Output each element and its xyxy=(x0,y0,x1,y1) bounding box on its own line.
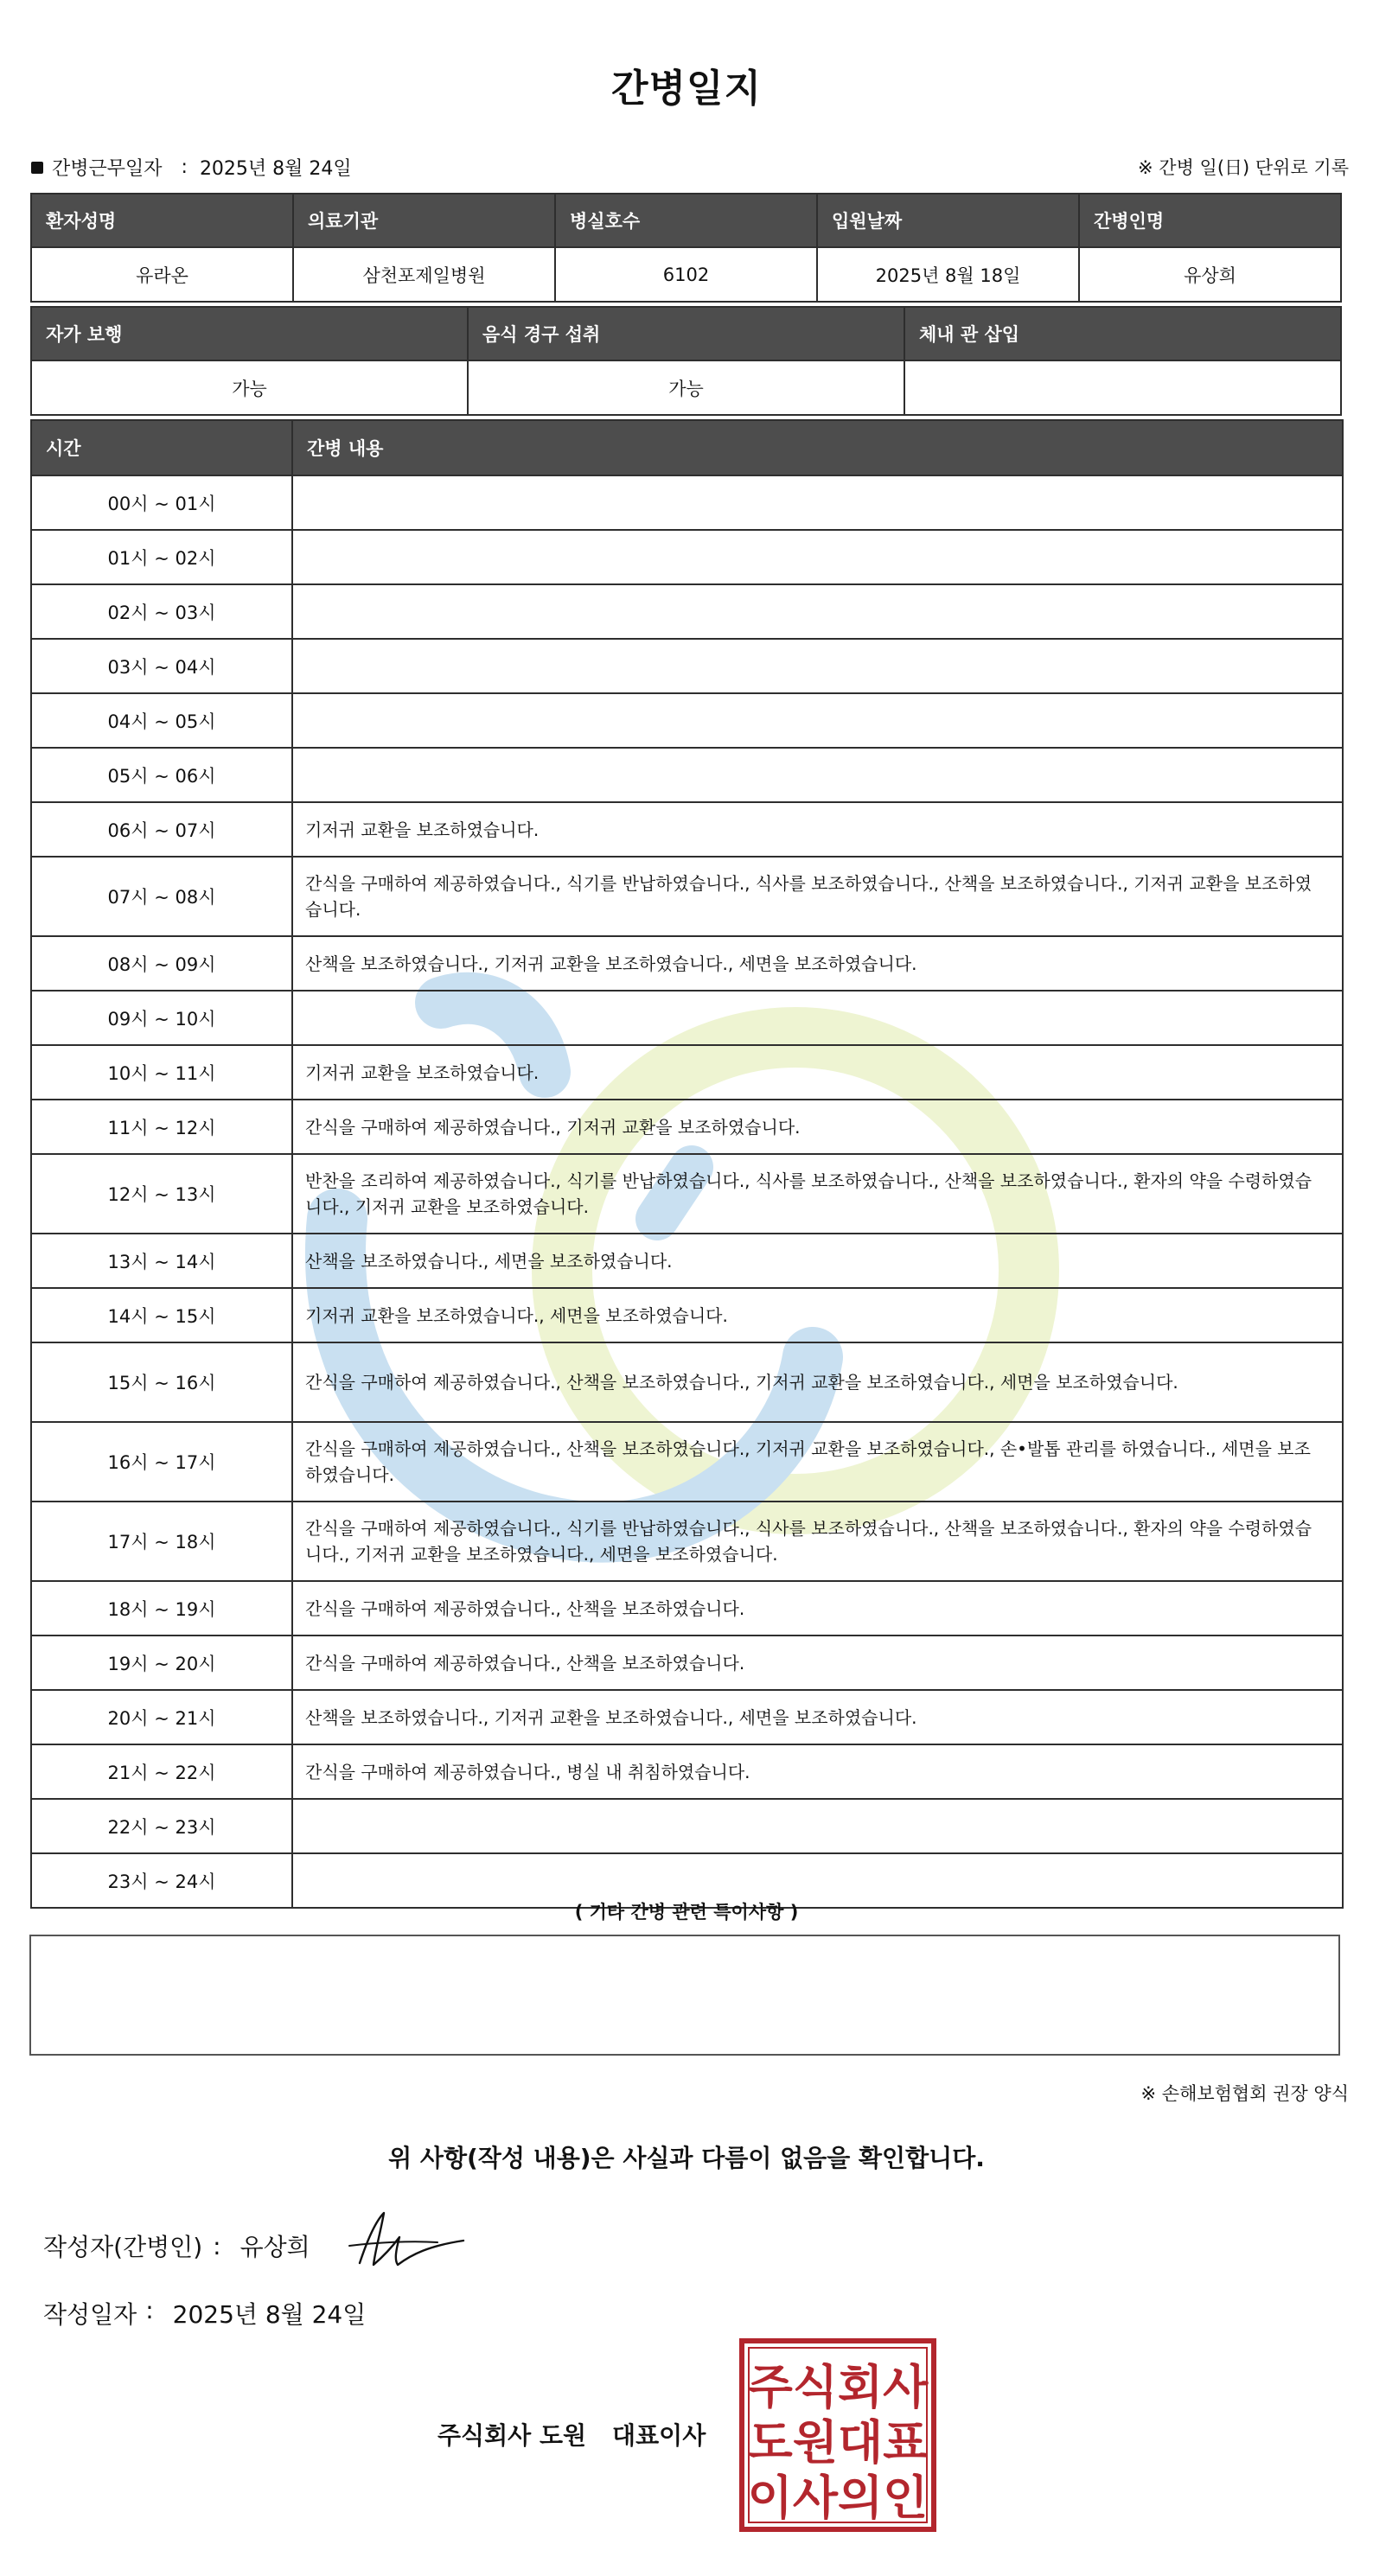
header-tube-insertion: 체내 관 삽입 xyxy=(904,307,1341,360)
table-row xyxy=(31,1744,1343,1799)
written-date-line xyxy=(43,2296,366,2331)
care-content: 산책을 보조하였습니다., 기저귀 교환을 보조하였습니다., 세면을 보조하였습니다. xyxy=(292,1690,1343,1744)
table-row xyxy=(31,1154,1343,1234)
table-row xyxy=(31,1502,1343,1581)
care-content xyxy=(292,639,1343,693)
header-hospital: 의료기관 xyxy=(293,194,555,247)
header-admission-date: 입원날짜 xyxy=(817,194,1079,247)
time-slot: 09시 ~ 10시 xyxy=(31,991,292,1045)
care-content: 기저귀 교환을 보조하였습니다., 세면을 보조하였습니다. xyxy=(292,1288,1343,1342)
hospital-name: 삼천포제일병원 xyxy=(293,247,555,302)
header-patient-name: 환자성명 xyxy=(31,194,293,247)
time-slot: 17시 ~ 18시 xyxy=(31,1502,292,1581)
care-log-table xyxy=(30,419,1344,1909)
work-date-label: 간병근무일자 xyxy=(52,158,163,180)
table-row xyxy=(31,693,1343,748)
table-row xyxy=(31,802,1343,857)
header-care-content: 간병 내용 xyxy=(292,420,1343,475)
company-seal-stamp xyxy=(738,2337,937,2533)
table-row xyxy=(31,639,1343,693)
time-slot: 05시 ~ 06시 xyxy=(31,748,292,802)
svg-text:도원대표: 도원대표 xyxy=(747,2415,929,2470)
time-slot: 19시 ~ 20시 xyxy=(31,1636,292,1690)
time-slot: 04시 ~ 05시 xyxy=(31,693,292,748)
care-content xyxy=(292,584,1343,639)
patient-status-table xyxy=(30,306,1342,416)
written-date-label: 작성일자 xyxy=(43,2300,137,2329)
admission-date: 2025년 8월 18일 xyxy=(817,247,1079,302)
table-row xyxy=(31,1581,1343,1636)
time-slot: 14시 ~ 15시 xyxy=(31,1288,292,1342)
care-content: 기저귀 교환을 보조하였습니다. xyxy=(292,802,1343,857)
header-room-number: 병실호수 xyxy=(555,194,817,247)
patient-name: 유라온 xyxy=(31,247,293,302)
writer-line xyxy=(43,2228,310,2263)
time-slot: 21시 ~ 22시 xyxy=(31,1744,292,1799)
care-content: 간식을 구매하여 제공하였습니다., 산책을 보조하였습니다., 기저귀 교환을 보조하였습니다., 세면을 보조하였습니다. xyxy=(292,1342,1343,1422)
table-row xyxy=(31,1045,1343,1100)
table-row xyxy=(31,1100,1343,1154)
time-slot: 12시 ~ 13시 xyxy=(31,1154,292,1234)
time-slot: 06시 ~ 07시 xyxy=(31,802,292,857)
ceo-title: 대표이사 xyxy=(612,2421,706,2450)
company-name: 주식회사 도원 xyxy=(437,2421,587,2450)
care-content: 반찬을 조리하여 제공하였습니다., 식기를 반납하였습니다., 식사를 보조하였습니다., 산책을 보조하였습니다., 환자의 약을 수령하였습니다., 기저귀 교환을 보조하였습니다. xyxy=(292,1154,1343,1234)
patient-info-table xyxy=(30,193,1342,303)
care-content: 간식을 구매하여 제공하였습니다., 산책을 보조하였습니다., 기저귀 교환을 보조하였습니다., 손•발톱 관리를 하였습니다., 세면을 보조하였습니다. xyxy=(292,1422,1343,1502)
work-date-value: 2025년 8월 24일 xyxy=(199,158,352,180)
time-slot: 03시 ~ 04시 xyxy=(31,639,292,693)
table-row xyxy=(31,1234,1343,1288)
written-date-value: 2025년 8월 24일 xyxy=(172,2300,367,2329)
table-row xyxy=(31,584,1343,639)
time-slot: 23시 ~ 24시 xyxy=(31,1853,292,1908)
table-row xyxy=(31,475,1343,530)
care-log-body xyxy=(31,475,1343,1908)
table-row xyxy=(31,748,1343,802)
time-slot: 13시 ~ 14시 xyxy=(31,1234,292,1288)
confirmation-statement: 위 사항(작성 내용)은 사실과 다름이 없음을 확인합니다. xyxy=(388,2144,985,2172)
page-title: 간병일지 xyxy=(610,67,762,111)
care-content xyxy=(292,991,1343,1045)
care-content: 산책을 보조하였습니다., 세면을 보조하였습니다. xyxy=(292,1234,1343,1288)
time-slot: 07시 ~ 08시 xyxy=(31,857,292,936)
time-slot: 15시 ~ 16시 xyxy=(31,1342,292,1422)
header-oral-intake: 음식 경구 섭취 xyxy=(468,307,904,360)
time-slot: 16시 ~ 17시 xyxy=(31,1422,292,1502)
bullet-square-icon xyxy=(31,162,43,174)
table-row xyxy=(31,1636,1343,1690)
walking-status: 가능 xyxy=(31,360,468,415)
handwritten-signature xyxy=(342,2203,472,2280)
table-row xyxy=(31,991,1343,1045)
table-row xyxy=(31,936,1343,991)
care-content: 간식을 구매하여 제공하였습니다., 식기를 반납하였습니다., 식사를 보조하였습니다., 산책을 보조하였습니다., 환자의 약을 수령하였습니다., 기저귀 교환을 보조하였습니다., 세면을 보조하였습니다. xyxy=(292,1502,1343,1581)
written-date-separator: : xyxy=(145,2296,154,2324)
notes-title: ( 기타 간병 관련 특이사항 ) xyxy=(574,1902,799,1922)
care-content xyxy=(292,693,1343,748)
care-content xyxy=(292,748,1343,802)
writer-separator: : xyxy=(213,2231,221,2260)
oral-intake-status: 가능 xyxy=(468,360,904,415)
table-row xyxy=(31,1799,1343,1853)
table-row xyxy=(31,1422,1343,1502)
table-row xyxy=(31,530,1343,584)
work-date-line xyxy=(31,154,352,181)
company-signature-line xyxy=(437,2417,706,2452)
time-slot: 18시 ~ 19시 xyxy=(31,1581,292,1636)
notes-box xyxy=(29,1935,1340,2056)
svg-text:이사의인: 이사의인 xyxy=(747,2471,929,2525)
writer-name: 유상희 xyxy=(239,2233,310,2261)
tube-insertion-status xyxy=(904,360,1341,415)
header-caregiver-name: 간병인명 xyxy=(1079,194,1341,247)
care-content: 간식을 구매하여 제공하였습니다., 산책을 보조하였습니다. xyxy=(292,1581,1343,1636)
table-row xyxy=(31,857,1343,936)
room-number: 6102 xyxy=(555,247,817,302)
care-content xyxy=(292,530,1343,584)
care-content: 간식을 구매하여 제공하였습니다., 병실 내 취침하였습니다. xyxy=(292,1744,1343,1799)
writer-label: 작성자(간병인) xyxy=(43,2233,203,2261)
time-slot: 01시 ~ 02시 xyxy=(31,530,292,584)
care-content: 간식을 구매하여 제공하였습니다., 기저귀 교환을 보조하였습니다. xyxy=(292,1100,1343,1154)
svg-text:주식회사: 주식회사 xyxy=(747,2360,929,2414)
header-walking: 자가 보행 xyxy=(31,307,468,360)
table-row xyxy=(31,1690,1343,1744)
care-content xyxy=(292,1799,1343,1853)
care-content: 산책을 보조하였습니다., 기저귀 교환을 보조하였습니다., 세면을 보조하였습니다. xyxy=(292,936,1343,991)
table-row xyxy=(31,1288,1343,1342)
care-content: 기저귀 교환을 보조하였습니다. xyxy=(292,1045,1343,1100)
care-content: 간식을 구매하여 제공하였습니다., 식기를 반납하였습니다., 식사를 보조하였습니다., 산책을 보조하였습니다., 기저귀 교환을 보조하였습니다. xyxy=(292,857,1343,936)
recommend-note: ※ 손해보험협회 권장 양식 xyxy=(1140,2083,1349,2104)
time-slot: 10시 ~ 11시 xyxy=(31,1045,292,1100)
time-slot: 08시 ~ 09시 xyxy=(31,936,292,991)
time-slot: 00시 ~ 01시 xyxy=(31,475,292,530)
record-note: ※ 간병 일(日) 단위로 기록 xyxy=(1138,157,1349,178)
time-slot: 11시 ~ 12시 xyxy=(31,1100,292,1154)
caregiver-name: 유상희 xyxy=(1079,247,1341,302)
time-slot: 22시 ~ 23시 xyxy=(31,1799,292,1853)
time-slot: 02시 ~ 03시 xyxy=(31,584,292,639)
header-time: 시간 xyxy=(31,420,292,475)
care-content xyxy=(292,475,1343,530)
care-content: 간식을 구매하여 제공하였습니다., 산책을 보조하였습니다. xyxy=(292,1636,1343,1690)
table-row xyxy=(31,1342,1343,1422)
time-slot: 20시 ~ 21시 xyxy=(31,1690,292,1744)
work-date-separator: : xyxy=(181,156,188,178)
